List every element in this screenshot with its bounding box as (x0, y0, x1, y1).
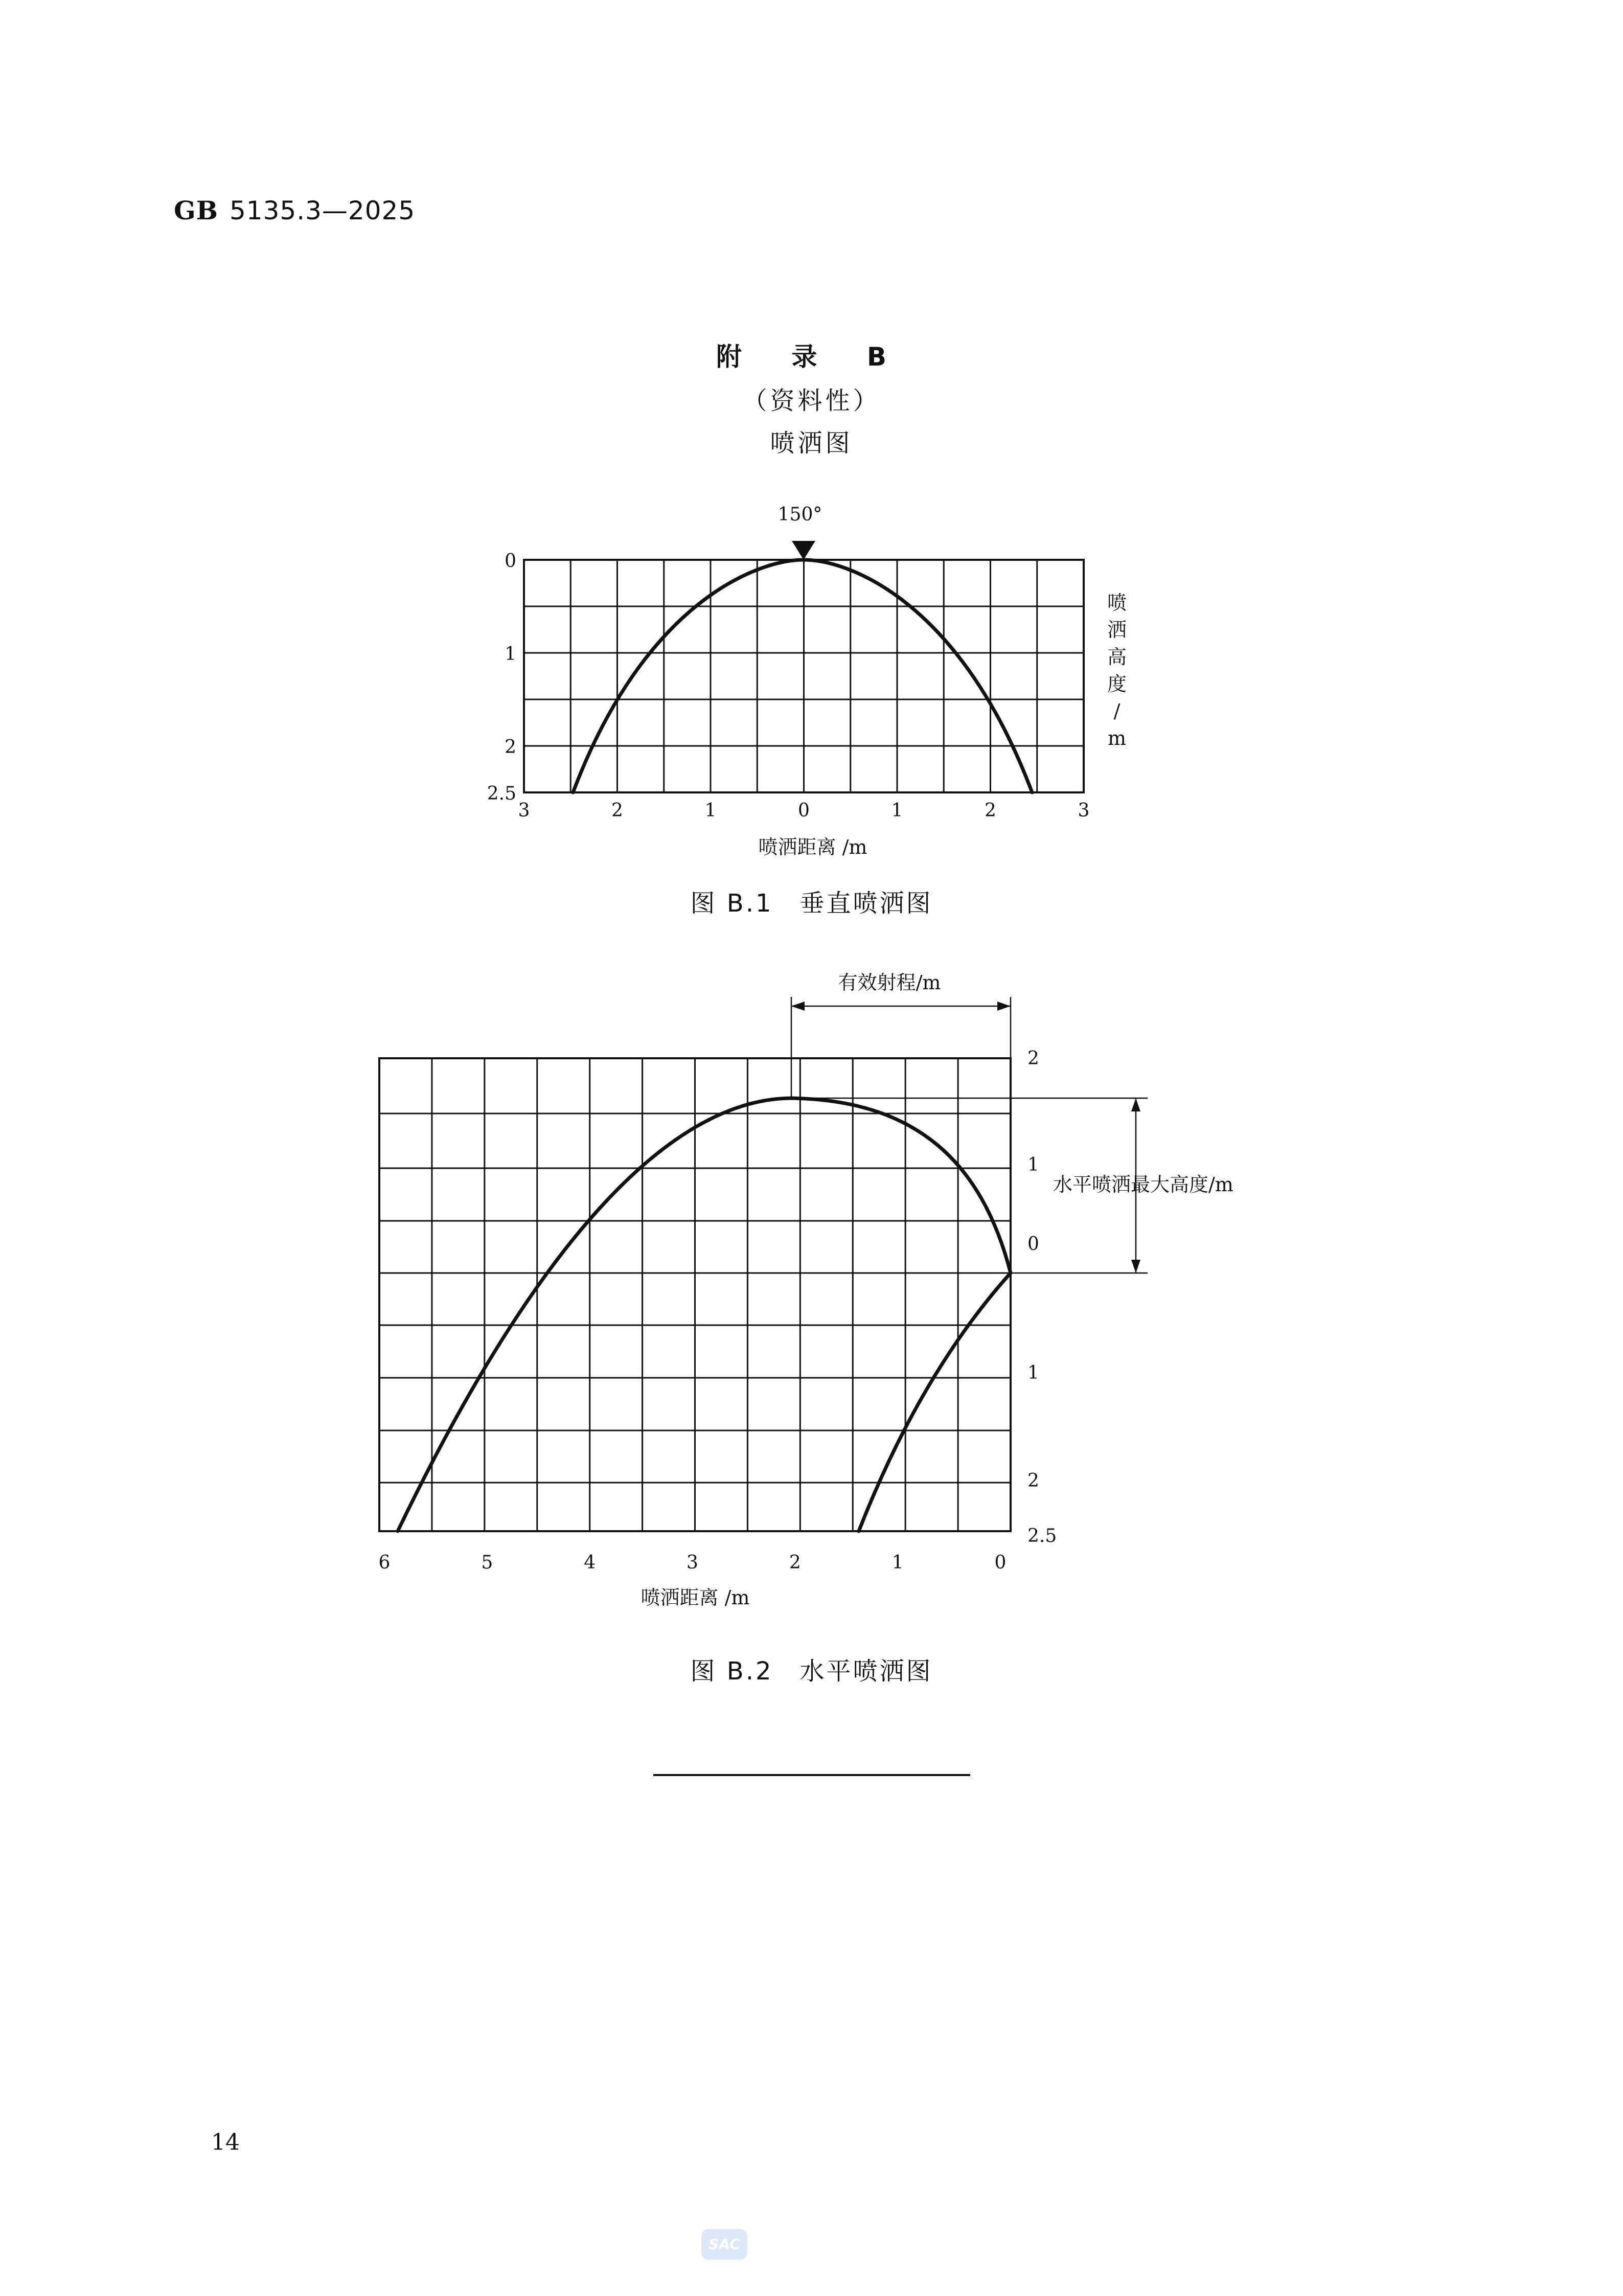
max-height-label: 水平喷洒最大高度/m (1053, 1173, 1233, 1196)
effective-range-label: 有效射程/m (838, 971, 941, 994)
vertical-spray-y-label-char: 洒 (1107, 619, 1127, 641)
horizontal-spray-x-tick: 1 (891, 1552, 904, 1573)
vertical-spray-x-tick: 1 (891, 800, 903, 821)
vertical-spray-y-tick: 2 (505, 737, 516, 758)
horizontal-spray-y-tick: 1 (1027, 1362, 1039, 1383)
range-arrow-right-icon (997, 1002, 1011, 1011)
page-number: 14 (211, 2129, 240, 2155)
vertical-spray-y-tick: 2.5 (487, 783, 516, 804)
vertical-spray-y-tick: 0 (505, 551, 516, 572)
appendix-nature: （资料性） (742, 387, 881, 415)
horizontal-spray-lower-curve (859, 1273, 1011, 1531)
horizontal-spray-x-tick: 6 (378, 1552, 391, 1573)
horizontal-spray-x-tick: 2 (789, 1552, 801, 1573)
vertical-spray-y-label-char: m (1107, 727, 1127, 749)
range-arrow-left-icon (791, 1002, 805, 1011)
vertical-spray-x-label: 喷洒距离 /m (758, 836, 867, 858)
spray-angle-label: 150° (778, 504, 822, 525)
horizontal-spray-x-tick: 0 (994, 1552, 1007, 1573)
horizontal-spray-y-ticks (1027, 1048, 1057, 1547)
vertical-spray-x-tick: 0 (798, 800, 810, 821)
horizontal-spray-y-tick: 2 (1027, 1470, 1039, 1491)
horizontal-spray-y-tick: 0 (1027, 1234, 1039, 1255)
vertical-spray-y-label-char: 喷 (1107, 592, 1127, 614)
horizontal-spray-x-tick: 3 (687, 1552, 698, 1573)
horizontal-spray-y-tick: 1 (1027, 1154, 1039, 1175)
sac-watermark-logo: SAC (701, 2229, 747, 2260)
vertical-spray-y-label-char: 度 (1107, 673, 1127, 695)
horizontal-spray-x-tick: 4 (584, 1552, 596, 1573)
appendix-title: 附 录 B (716, 342, 907, 372)
vertical-spray-x-tick: 2 (985, 800, 996, 821)
appendix-subject: 喷洒图 (770, 429, 853, 458)
end-rule (653, 1774, 970, 1776)
horizontal-spray-upper-curve (398, 1098, 1011, 1531)
horizontal-spray-x-tick: 5 (481, 1552, 493, 1573)
vertical-spray-x-tick: 3 (518, 800, 530, 821)
vertical-spray-x-tick: 3 (1078, 800, 1090, 821)
vertical-spray-y-tick: 1 (505, 644, 516, 665)
vertical-spray-x-tick: 2 (611, 800, 623, 821)
figure-b1-caption: 图 B.1 垂直喷洒图 (690, 889, 933, 918)
vertical-spray-x-tick: 1 (704, 800, 717, 821)
height-arrow-bottom-icon (1131, 1260, 1140, 1273)
figure-b2-caption: 图 B.2 水平喷洒图 (690, 1657, 933, 1686)
horizontal-spray-y-tick: 2 (1027, 1048, 1039, 1069)
standard-prefix: GB (174, 195, 218, 225)
standard-number: 5135.3—2025 (229, 196, 416, 225)
horizontal-spray-x-ticks (379, 1552, 1007, 1573)
height-arrow-top-icon (1131, 1098, 1140, 1111)
horizontal-spray-y-tick: 2.5 (1027, 1526, 1057, 1547)
horizontal-spray-x-label: 喷洒距离 /m (641, 1586, 750, 1609)
vertical-spray-y-label-char: / (1113, 700, 1121, 722)
vertical-spray-y-label-char: 高 (1107, 646, 1127, 668)
